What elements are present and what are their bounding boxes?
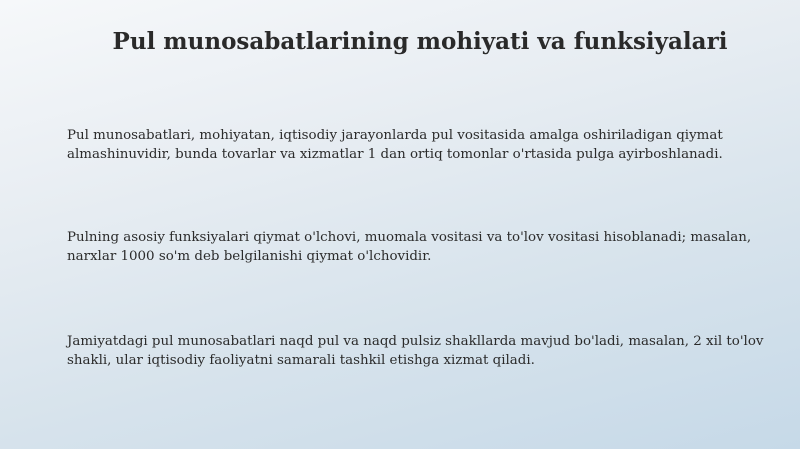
paragraph-forms: Jamiyatdagi pul munosabatlari naqd pul va naqd pulsiz shakllarda mavjud bo'ladi, masalan, 2 xil to'lov shakli, ular iqtisodiy faoliyatni samarali tashkil etishga xizmat qiladi. [67,334,764,368]
paragraph-functions: Pulning asosiy funksiyalari qiymat o'lchovi, muomala vositasi va to'lov vositasi hisoblanadi; masalan, narxlar 1000 so'm deb belgilanishi qiymat o'lchovidir. [67,230,752,264]
paragraph-definition: Pul munosabatlari, mohiyatan, iqtisodiy jarayonlarda pul vositasida amalga oshiriladigan qiymat almashinuvidir, bunda tovarlar va xizmatlar 1 dan ortiq tomonlar o'rtasida pulga ayirboshlanadi. [67,128,723,162]
slide-title: Pul munosabatlarining mohiyati va funksiyalari [112,28,728,55]
